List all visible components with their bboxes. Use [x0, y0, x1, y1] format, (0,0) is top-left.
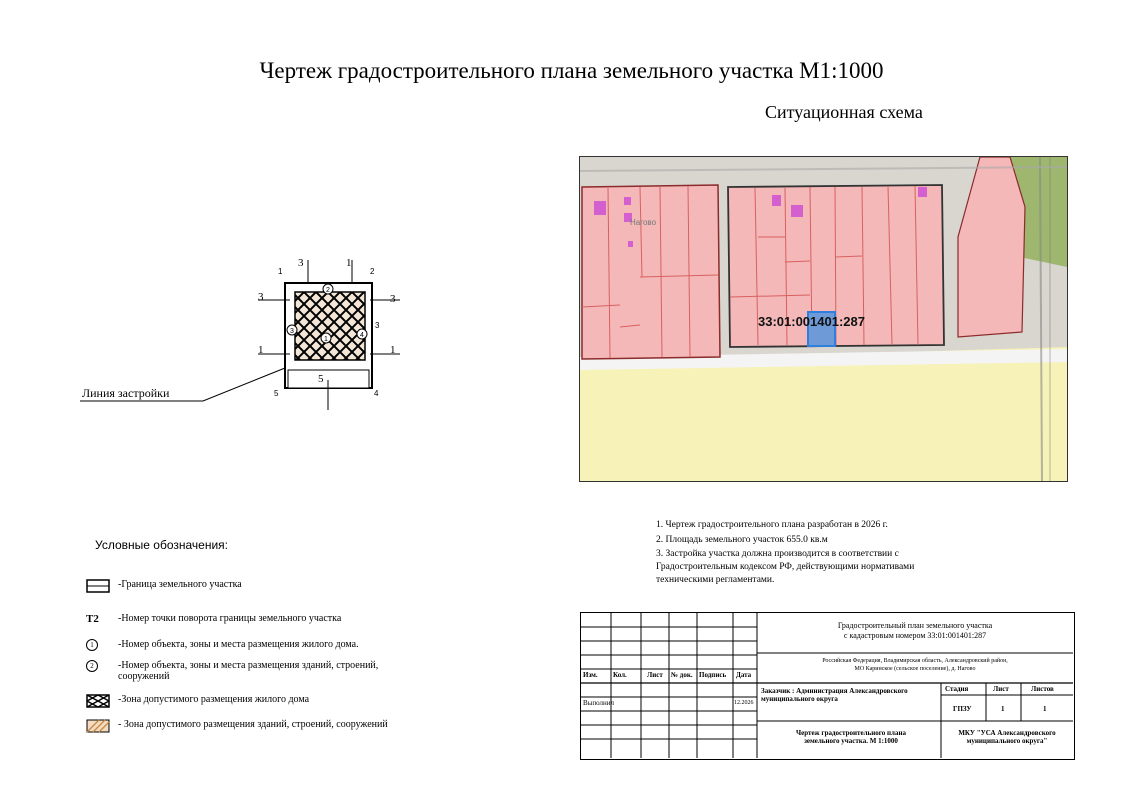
col-header: № док.: [671, 671, 693, 679]
notes: [656, 518, 996, 587]
note-line: Градостроительным кодексом РФ, действующими нормативами: [656, 562, 915, 572]
sheets-value: 1: [1043, 705, 1047, 713]
corner-number: 4: [374, 389, 379, 398]
drawing-name: Чертеж градостроительного плана земельного участка. М 1:1000: [795, 729, 907, 745]
page-title: Чертеж градостроительного плана земельного участка М1:1000: [259, 58, 884, 83]
organization: МКУ "УСА Александровского муниципального округа": [958, 729, 1056, 745]
side-marker: 5: [318, 373, 324, 385]
cadastral-label: 33:01:001401:287: [758, 314, 865, 329]
side-marker: 3: [298, 257, 304, 269]
side-marker: 1: [346, 257, 352, 269]
page-subtitle: Ситуационная схема: [765, 102, 923, 122]
side-marker: 3: [390, 293, 396, 305]
stage-label: Стадия: [945, 685, 969, 693]
col-header: Изм.: [583, 671, 598, 679]
note-line: 1. Чертеж градостроительного плана разработан в 2026 г.: [656, 520, 888, 530]
corner-number: 3: [375, 321, 380, 330]
boundary-icon: [86, 579, 110, 593]
stamp-location: Российская Федерация, Владимирская область, Александровский район, МО Каринское (сельское поселение), д. Нагово: [822, 658, 1008, 672]
col-header: Кол.: [613, 671, 627, 679]
sheets-label: Листов: [1031, 685, 1054, 693]
zone-label: 4: [360, 332, 364, 339]
corner-number: 2: [370, 267, 375, 276]
sheet-value: 1: [1001, 705, 1005, 713]
zone-label: 2: [326, 287, 330, 294]
col-header: Подпись: [699, 671, 727, 679]
building-line-label: Линия застройки: [82, 386, 170, 400]
note-line: 3. Застройка участка должна производится в соответствии с: [656, 549, 899, 559]
corner-number: 5: [274, 389, 279, 398]
customer: Заказчик : Администрация Александровского муниципального округа: [761, 687, 908, 703]
legend-title: Условные обозначения:: [95, 538, 228, 552]
cross-hatch-icon: [86, 694, 110, 708]
building-shape: [594, 201, 606, 215]
sheet-label: Лист: [993, 685, 1009, 693]
turn-point-icon: Т2: [86, 613, 99, 625]
zone-label: 3: [290, 328, 294, 335]
col-header: Лист: [647, 671, 663, 679]
circle-number-icon: 2: [86, 660, 110, 674]
circle-number-icon: 1: [86, 639, 110, 653]
plot-drawing: [70, 250, 430, 410]
executor-label: Выполнил: [583, 699, 615, 707]
note-line: техническими регламентами.: [656, 575, 775, 585]
date-value: 12.2026: [734, 700, 754, 706]
situational-map: [579, 156, 1068, 482]
house-zone: [295, 292, 365, 360]
zone-label: 1: [324, 336, 328, 343]
title-block: [580, 612, 1075, 760]
stamp-heading: Градостроительный план земельного участка с кадастровым номером 33:01:001401:287: [837, 621, 993, 640]
diagonal-hatch-icon: [86, 719, 110, 733]
side-marker: 1: [390, 344, 396, 356]
side-marker: 1: [258, 344, 264, 356]
corner-number: 1: [278, 267, 283, 276]
col-header: Дата: [736, 671, 752, 679]
side-marker: 3: [258, 291, 264, 303]
stage-value: ГПЗУ: [953, 705, 972, 713]
village-label: Нагово: [630, 218, 657, 227]
note-line: 2. Площадь земельного участок 655.0 кв.м: [656, 535, 828, 545]
